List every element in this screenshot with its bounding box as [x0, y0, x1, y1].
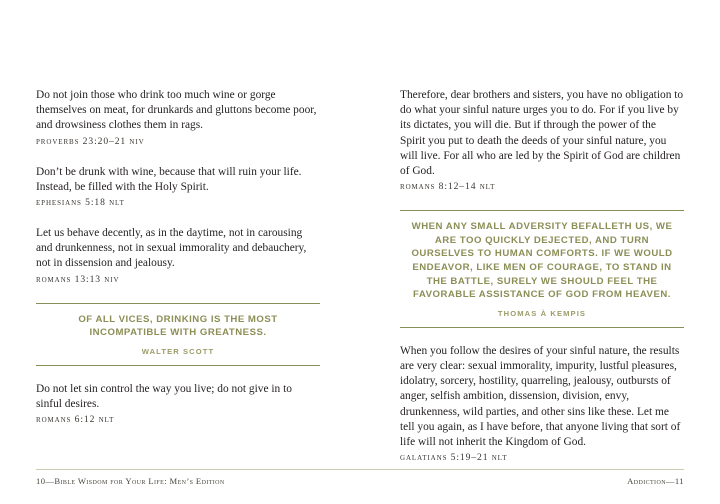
left-page	[36, 88, 320, 504]
verse-reference: proverbs 23:20–21 niv	[36, 135, 145, 147]
verse-text: Do not let sin control the way you live; do not give in to sinful desires.	[36, 382, 292, 411]
footer-left: 10—Bible Wisdom for Your Life: Men’s Edition	[36, 476, 225, 486]
verse-text: Do not join those who drink too much wine or gorge themselves on meat, for drunkards and gluttons become poor, and drowsiness clothes them in rags.	[36, 89, 317, 132]
verse-block	[36, 165, 320, 208]
verse-reference: romans 13:13 niv	[36, 273, 120, 285]
footer-right: Addiction—11	[627, 476, 684, 486]
verse-text: Don’t be drunk with wine, because that will ruin your life. Instead, be filled with the Holy Spirit.	[36, 165, 302, 193]
verse-block	[400, 88, 684, 192]
verse-text: Therefore, dear brothers and sisters, you have no obligation to do what your sinful nature urges you to do. For if you live by its dictates, you will die. But if through the power of the Spirit you put to death the deeds of your sinful nature, you will live. For all who are led by the Spirit of God are children of God.	[400, 89, 684, 178]
pull-quote-attribution: WALTER SCOTT	[141, 346, 215, 356]
verse-block	[36, 226, 320, 285]
verse-reference: galatians 5:19–21 nlt	[400, 452, 508, 464]
pull-quote	[36, 303, 320, 366]
verse-block	[36, 382, 320, 425]
verse-block	[36, 88, 320, 147]
verse-text: Let us behave decently, as in the daytime, not in carousing and drunkenness, not in sexual immorality and debauchery, not in dissension and jealousy.	[36, 227, 307, 270]
page-footer	[36, 469, 684, 486]
verse-reference: romans 6:12 nlt	[36, 414, 115, 426]
pull-quote-attribution: THOMAS À KEMPIS	[497, 308, 587, 318]
right-page	[400, 88, 684, 504]
verse-block	[400, 344, 684, 463]
pull-quote-text: OF ALL VICES, DRINKING IS THE MOST INCOMPATIBLE WITH GREATNESS.	[78, 313, 278, 339]
pull-quote	[400, 210, 684, 328]
pull-quote-text: WHEN ANY SMALL ADVERSITY BEFALLETH US, WE ARE TOO QUICKLY DEJECTED, AND TURN OURSELVES TO HUMAN COMFORTS. IF WE WOULD ENDEAVOR, LIKE MEN OF COURAGE, TO STAND IN THE BATTLE, SURELY WE SHOULD FEEL THE FAVORABLE ASSISTANCE OF GOD FROM HEAVEN.	[411, 221, 673, 301]
verse-reference: romans 8:12–14 nlt	[400, 181, 496, 193]
verse-text: When you follow the desires of your sinful nature, the results are very clear: sexual immorality, impurity, lustful pleasures, idolatry, sorcery, hostility, quarreling, jealousy, outbursts of anger, selfish ambition, dissension, division, envy, drunkenness, wild parties, and other sins like these. Let me tell you again, as I have before, that anyone living that sort of life will not inherit the Kingdom of God.	[400, 344, 681, 448]
verse-reference: ephesians 5:18 nlt	[36, 197, 125, 209]
